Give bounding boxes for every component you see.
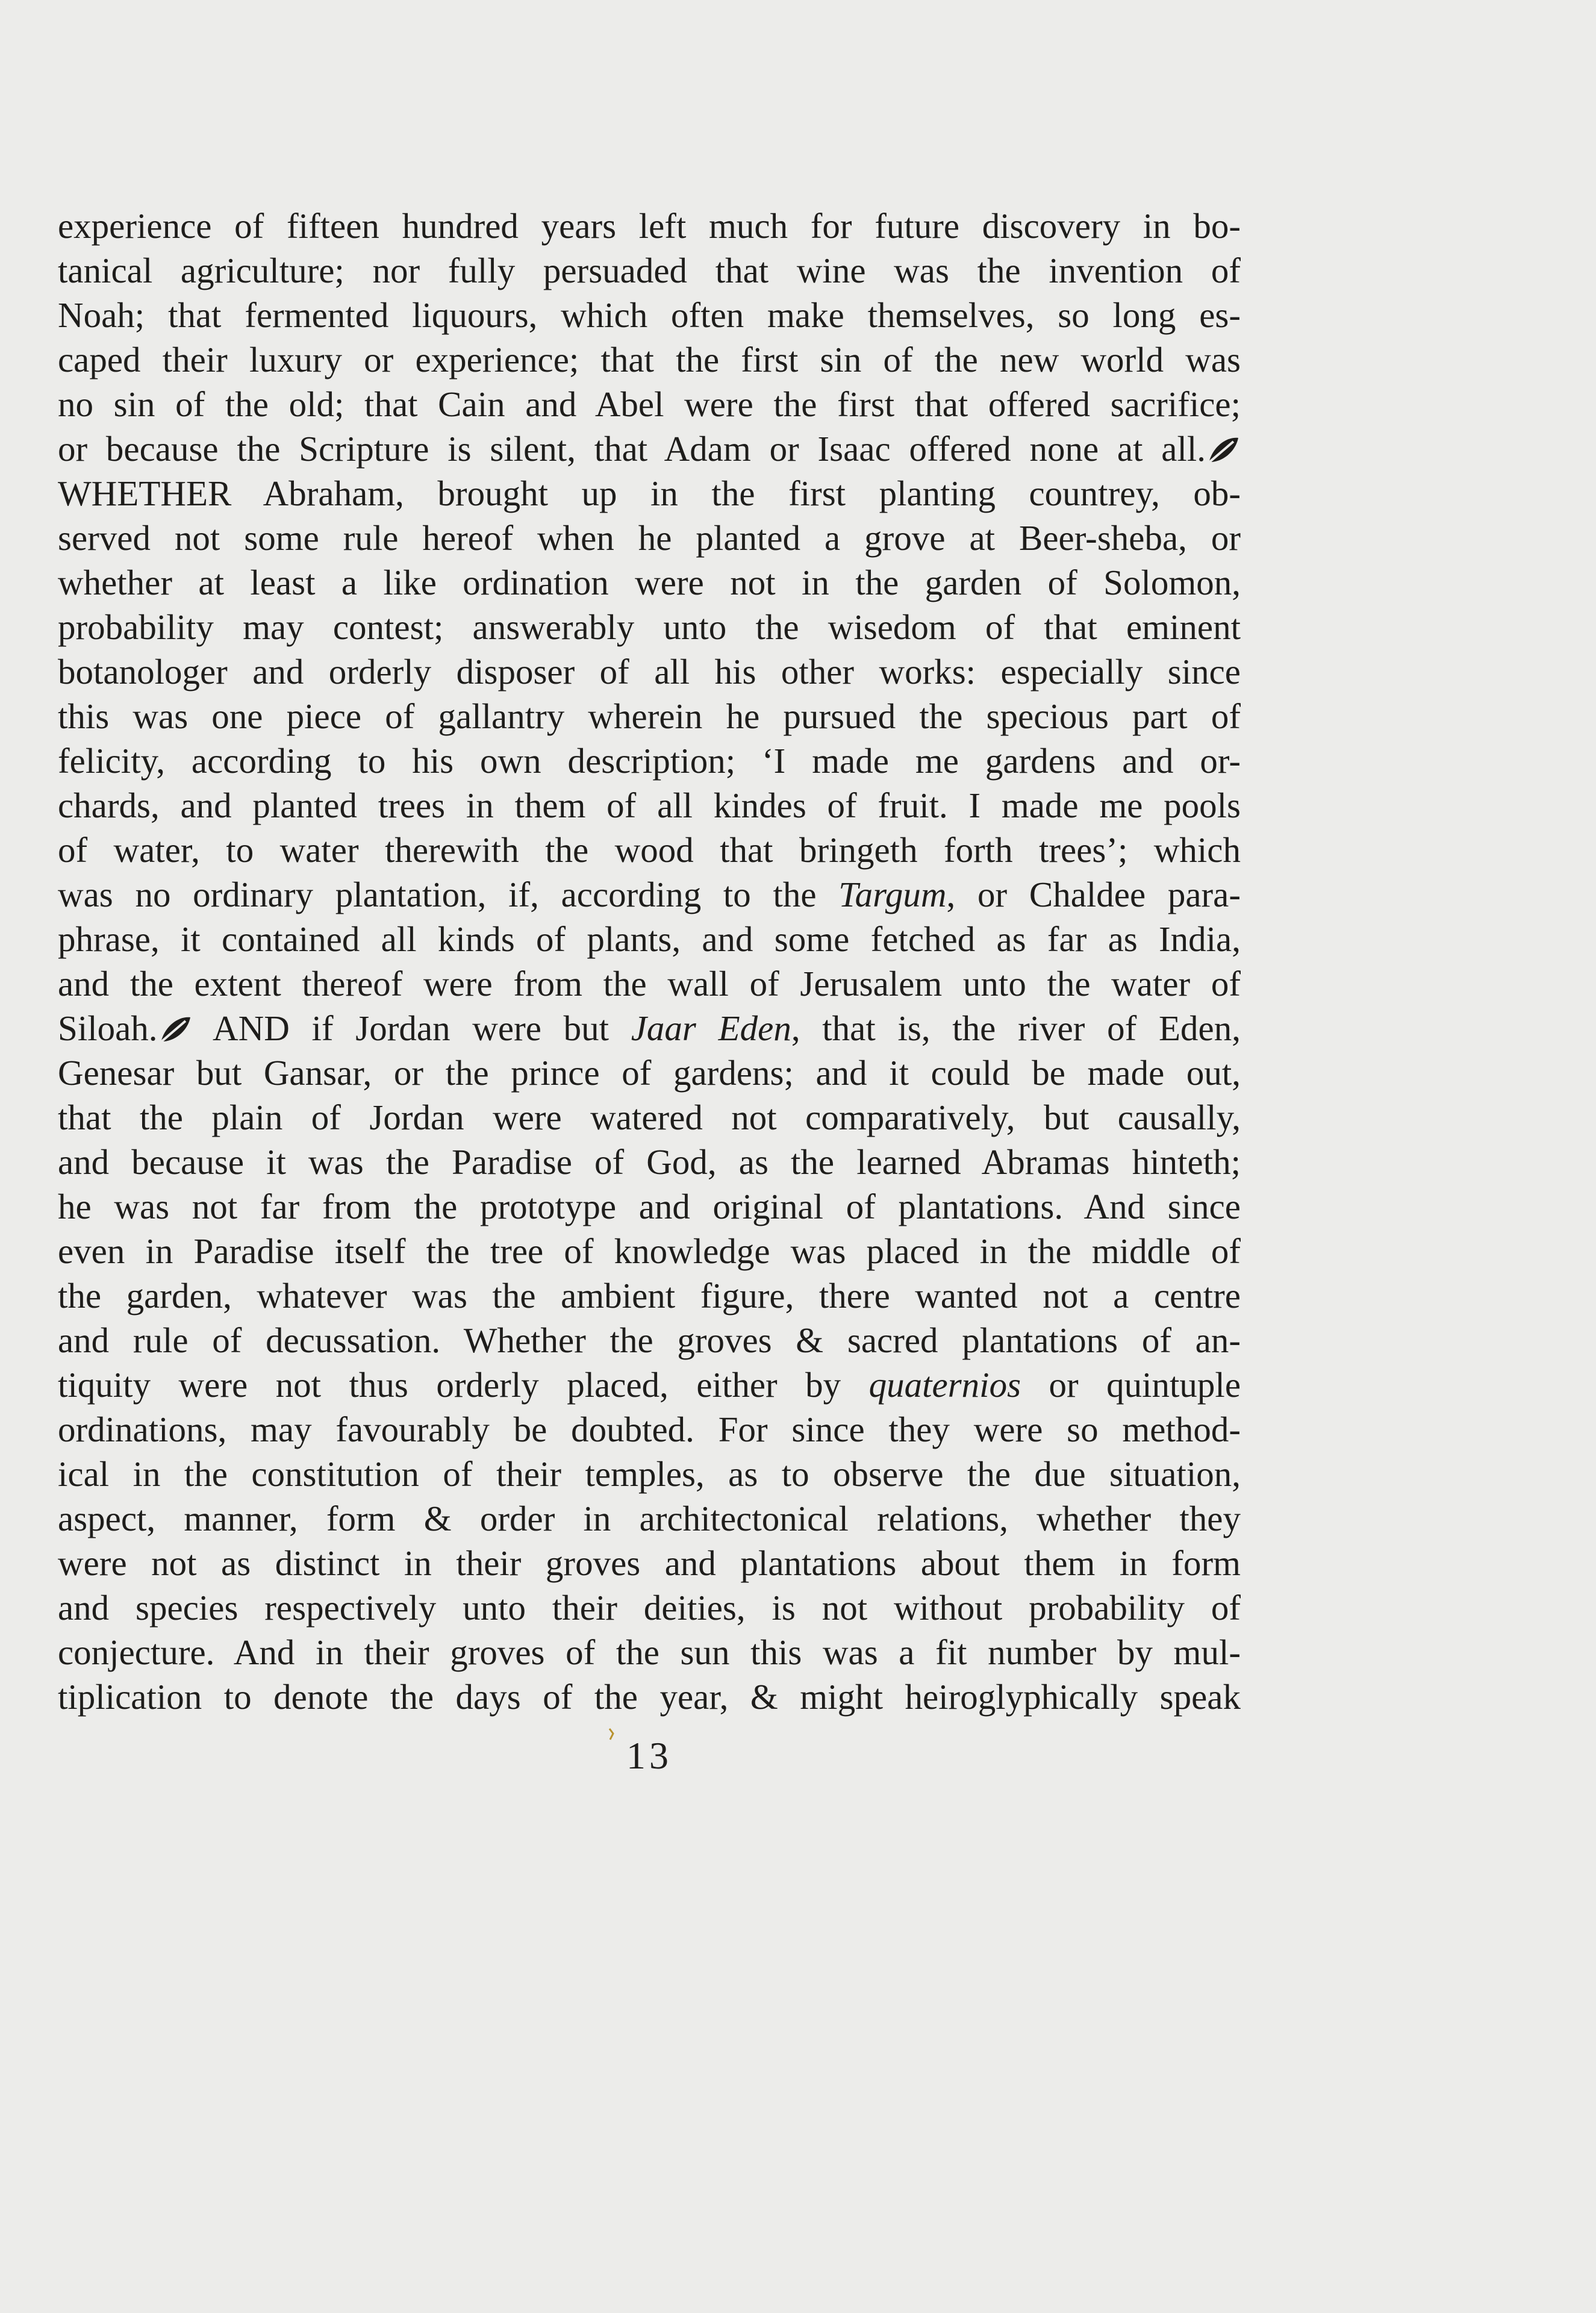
text-line: the garden, whatever was the ambient figure, there wanted not a centre xyxy=(58,1276,1241,1316)
text-line: conjecture. And in their groves of the sun this was a fit number by mul- xyxy=(58,1632,1241,1672)
italic-term: Targum xyxy=(838,875,947,914)
text-line: of water, to water therewith the wood that bringeth forth trees’; which xyxy=(58,830,1241,870)
text-line: caped their luxury or experience; that the first sin of the new world was xyxy=(58,340,1241,379)
text-line: whether at least a like ordination were not in the garden of Solomon, xyxy=(58,563,1241,602)
text-line: botanologer and orderly disposer of all his other works: especially since xyxy=(58,652,1241,691)
text-line: tiplication to denote the days of the year, & might heiroglyphically speak xyxy=(58,1677,1241,1717)
text-line: was no ordinary plantation, if, according to the Targum, or Chaldee para- xyxy=(58,875,1241,914)
text-line: and rule of decussation. Whether the groves & sacred plantations of an- xyxy=(58,1320,1241,1360)
text-line: tiquity were not thus orderly placed, either by quaternios or quintuple xyxy=(58,1365,1241,1405)
text-line: he was not far from the prototype and original of plantations. And since xyxy=(58,1187,1241,1226)
body-text xyxy=(58,204,1241,1719)
text-line: this was one piece of gallantry wherein he pursued the specious part of xyxy=(58,696,1241,736)
leaf-ornament-icon xyxy=(158,1014,193,1045)
text-line: aspect, manner, form & order in architectonical relations, whether they xyxy=(58,1499,1241,1538)
text-line: no sin of the old; that Cain and Abel were the first that offered sacrifice; xyxy=(58,384,1241,424)
text-line: tanical agriculture; nor fully persuaded that wine was the invention of xyxy=(58,251,1241,290)
text-line: and because it was the Paradise of God, as the learned Abramas hinteth; xyxy=(58,1142,1241,1182)
page-number: 13 xyxy=(626,1734,672,1777)
text-line: or because the Scripture is silent, that Adam or Isaac offered none at all. xyxy=(58,426,1241,471)
text-line: phrase, it contained all kinds of plants, and some fetched as far as India, xyxy=(58,919,1241,959)
text-line: ordinations, may favourably be doubted. For since they were so method- xyxy=(58,1409,1241,1449)
text-line: probability may contest; answerably unto the wisedom of that eminent xyxy=(58,607,1241,647)
text-line: ical in the constitution of their temples, as to observe the due situation, xyxy=(58,1454,1241,1494)
text-line: felicity, according to his own description; ‘I made me gardens and or- xyxy=(58,741,1241,781)
text-line: chards, and planted trees in them of all kindes of fruit. I made me pools xyxy=(58,785,1241,825)
text-line: experience of fifteen hundred years left much for future discovery in bo- xyxy=(58,206,1241,246)
leaf-ornament-icon xyxy=(1206,434,1241,466)
text-line: and species respectively unto their deities, is not without probability of xyxy=(58,1588,1241,1628)
text-line: and the extent thereof were from the wall of Jerusalem unto the water of xyxy=(58,964,1241,1004)
text-line: Siloah. AND if Jordan were but Jaar Eden, that is, the river of Eden, xyxy=(58,1008,1241,1048)
italic-term: Jaar Eden xyxy=(631,1008,791,1048)
text-line: served not some rule hereof when he planted a grove at Beer-sheba, or xyxy=(58,518,1241,558)
text-line: WHETHER Abraham, brought up in the first planting countrey, ob- xyxy=(58,473,1241,513)
italic-term: quaternios xyxy=(868,1365,1021,1405)
text-line: even in Paradise itself the tree of knowledge was placed in the middle of xyxy=(58,1231,1241,1271)
text-line: were not as distinct in their groves and plantations about them in form xyxy=(58,1543,1241,1583)
text-line: Genesar but Gansar, or the prince of gardens; and it could be made out, xyxy=(58,1053,1241,1093)
ink-mark xyxy=(608,1728,614,1741)
text-line: Noah; that fermented liquours, which often make themselves, so long es- xyxy=(58,295,1241,335)
text-line: that the plain of Jordan were watered not comparatively, but causally, xyxy=(58,1097,1241,1137)
